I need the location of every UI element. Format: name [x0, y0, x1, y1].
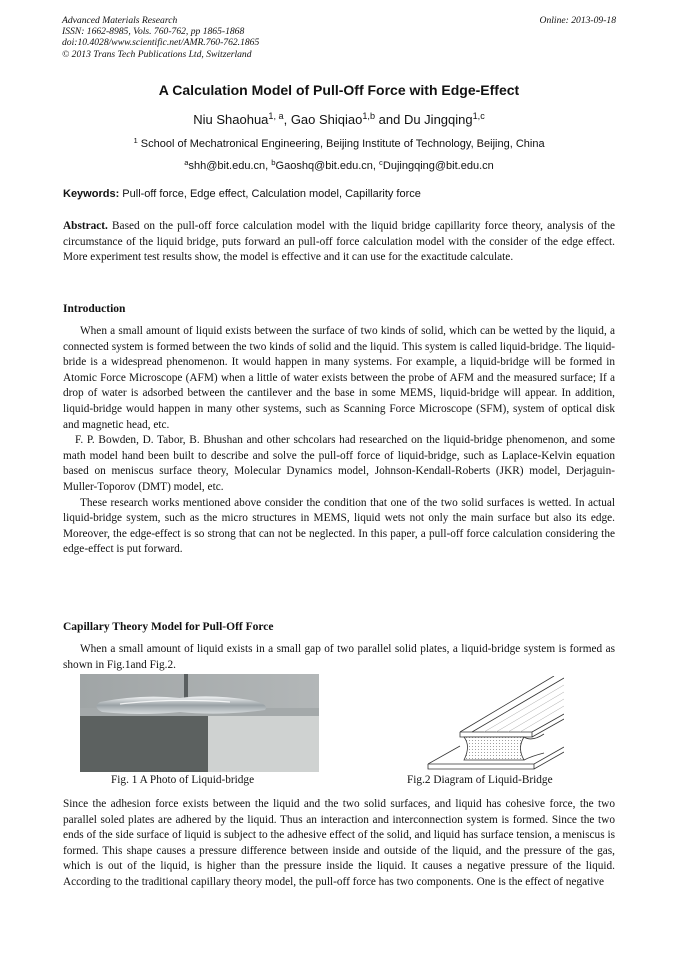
paragraph: When a small amount of liquid exists in a small gap of two parallel solid plates, a liquid-bridge system is formed as shown in Fig.1and Fig.2.	[63, 643, 615, 671]
online-date: Online: 2013-09-18	[539, 15, 616, 26]
journal-name: Advanced Materials Research	[62, 15, 178, 26]
paper-title: A Calculation Model of Pull-Off Force with Edge-Effect	[158, 82, 520, 98]
author-name: Du Jingqing	[403, 112, 473, 127]
affiliation-text: School of Mechatronical Engineering, Beijing Institute of Technology, Beijing, China	[137, 138, 545, 150]
figure-2-caption: Fig.2 Diagram of Liquid-Bridge	[407, 774, 553, 786]
paragraph: These research works mentioned above consider the condition that one of the two solid surfaces is wetted. In actual liquid-bridge system, such as the micro structures in MEMS, liquid wets not only the main surface but also its edge. Moreover, the edge-effect is so strong that can not be neglected. In this paper, a pull-off force calculation considering the edge-effect is put forward.	[63, 496, 615, 556]
email-link[interactable]: Dujingqing@bit.edu.cn	[382, 160, 494, 172]
author-separator: ,	[283, 112, 291, 127]
liquid-bridge-photo-image	[80, 674, 319, 772]
author-separator: and	[375, 112, 404, 127]
figure-2-diagram	[414, 676, 564, 772]
introduction-body	[63, 324, 615, 558]
abstract-label: Abstract.	[63, 220, 108, 232]
section-heading-capillary: Capillary Theory Model for Pull-Off Force	[63, 621, 274, 633]
keywords-label: Keywords:	[63, 188, 120, 200]
author-list	[0, 112, 678, 127]
journal-doi: doi:10.4028/www.scientific.net/AMR.760-762.1865	[62, 37, 260, 49]
capillary-continuation	[63, 797, 615, 891]
email-link[interactable]: shh@bit.edu.cn,	[188, 160, 272, 172]
paragraph: When a small amount of liquid exists between the surface of two kinds of solid, which can be wetted by the liquid, a connected system is formed between the two kinds of solid and the liquid. This system is called liquid-bridge. The liquid-bride is a widespread phenomenon. It would happen in many systems. For example, a liquid-bridge will be formed in Atomic Force Microscope (AFM) when a little of water exists between the probe of AFM and the measured surface; If a drop of water is adsorbed between the cantilever and the base in some MEMS, liquid-bridge will appear. In addition, liquid-bridge would happen in many other systems, such as Scanning Force Microscope (SFM), system of optical disk and magnetic head, etc.	[63, 325, 615, 431]
email-link[interactable]: Gaoshq@bit.edu.cn,	[275, 160, 380, 172]
paragraph: F. P. Bowden, D. Tabor, B. Bhushan and other schcolars had researched on the liquid-bridge phenomenon, and some math model hand been built to describe and solve the pull-off force of liquid-bridge, such as Laplace-Kelvin equation based on meniscus surface theory, Molecular Dynamics model, Johnson-Kendall-Roberts (JKR) model, Derjaguin-Muller-Toporov (DMT) model, etc.	[63, 434, 615, 493]
affiliation-mark: 1	[133, 135, 138, 145]
author-emails	[0, 157, 678, 172]
email-mark: c	[379, 157, 383, 167]
capillary-body	[63, 642, 615, 673]
liquid-bridge-diagram-image	[414, 676, 564, 772]
author-affiliation-mark: 1,c	[472, 111, 485, 121]
paragraph: Since the adhesion force exists between the liquid and the two solid surfaces, and liquid has cohesive force, the two parallel soled plates are adhered by the liquid. Thus an interaction and interconnection system is formed. Since the two ends of the side surface of liquid is subject to the adhesive effect of the solid, and liquid has surface tension, a meniscus is formed. This shape causes a pressure difference between inside and outside of the liquid, and the pressure of the gas, which is out of the liquid, is higher than the pressure inside the liquid. It causes a negative pressure of the liquid. According to the traditional capillary theory model, the pull-off force has two components. One is the effect of negative	[63, 798, 615, 888]
journal-header	[62, 15, 259, 60]
keywords-text: Pull-off force, Edge effect, Calculation model, Capillarity force	[119, 188, 421, 200]
abstract-text: Based on the pull-off force calculation model with the liquid bridge capillarity force theory, analysis of the circumstance of the liquid bridge, puts forward an pull-off force calculation model with the consider of the edge effect. More experiment test results show, the model is effective and it can use for the exactitude calculate.	[63, 220, 615, 264]
author-name: Niu Shaohua	[193, 112, 269, 127]
figure-1-caption: Fig. 1 A Photo of Liquid-bridge	[111, 774, 255, 786]
email-mark: a	[184, 157, 189, 167]
section-heading-introduction: Introduction	[63, 303, 126, 315]
figure-1-photo	[80, 674, 319, 772]
journal-copyright: © 2013 Trans Tech Publications Ltd, Switzerland	[62, 48, 252, 60]
journal-issn: ISSN: 1662-8985, Vols. 760-762, pp 1865-1868	[62, 26, 245, 38]
author-affiliation-mark: 1, a	[268, 111, 284, 121]
email-mark: b	[271, 157, 276, 167]
abstract	[63, 219, 615, 266]
author-affiliation-mark: 1,b	[362, 111, 376, 121]
affiliation	[0, 135, 678, 150]
keywords	[63, 188, 615, 200]
author-name: Gao Shiqiao	[290, 112, 363, 127]
